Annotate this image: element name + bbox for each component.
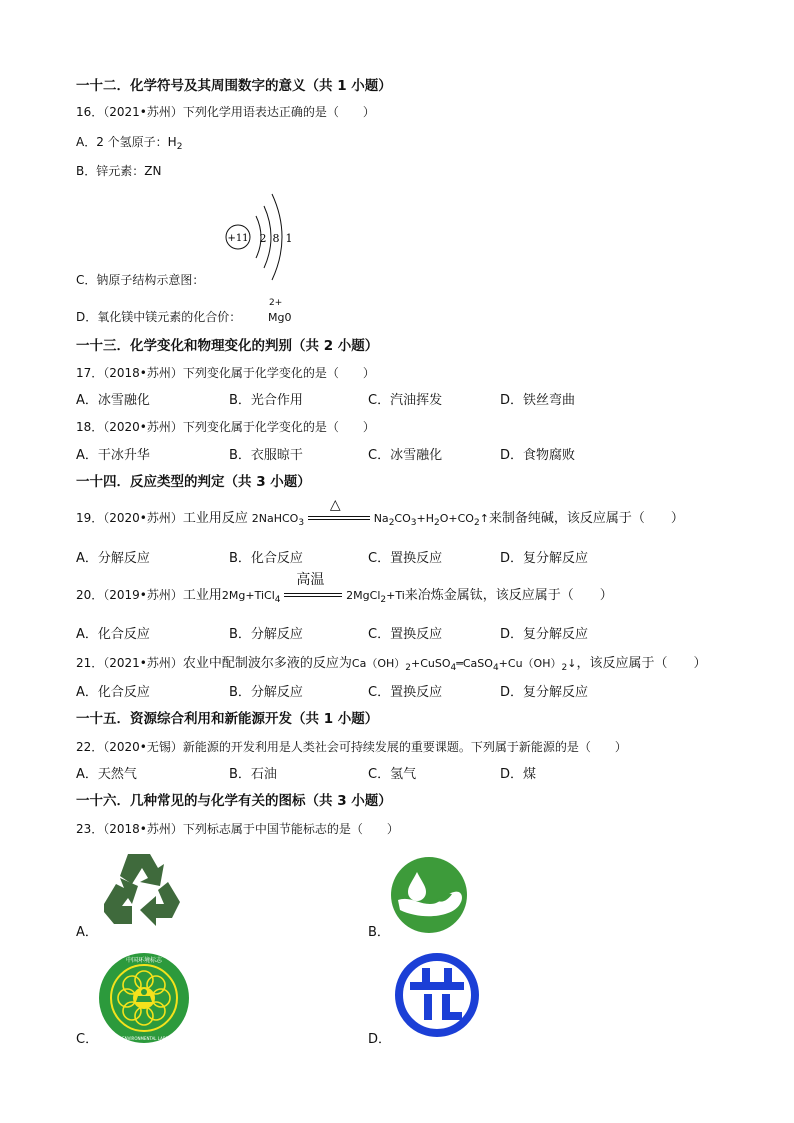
question-21-option-b: B．分解反应 <box>229 685 303 700</box>
question-17-option-a: A．冰雪融化 <box>76 393 150 408</box>
question-22-option-b: B．石油 <box>229 767 277 782</box>
question-22-stem: 22．（2020•无锡）新能源的开发利用是人类社会可持续发展的重要课题。下列属于新能源的是（ ） <box>76 740 627 754</box>
question-18-option-b: B．衣服晾干 <box>229 448 303 463</box>
question-17-option-d: D．铁丝弯曲 <box>500 393 576 408</box>
question-19-stem: 19．（2020•苏州）工业用反应 2NaHCO$_3$ △ $Na_2CO_3+H_2O+CO_2↑$来制备纯碱，该反应属于（ ） <box>76 497 684 528</box>
environmental-label-icon <box>98 952 190 1044</box>
question-23-stem: 23．（2018•苏州）下列标志属于中国节能标志的是（ ） <box>76 822 399 836</box>
water-saving-icon <box>390 856 468 934</box>
section-title-15: 一十五．资源综合利用和新能源开发（共 1 小题） <box>76 711 379 727</box>
recycle-icon <box>98 848 188 934</box>
question-16-stem: 16．（2021•苏州）下列化学用语表达正确的是（ ） <box>76 105 375 119</box>
question-22-option-a: A．天然气 <box>76 767 137 782</box>
question-23-option-d: D． <box>368 1032 392 1047</box>
env-label-en-text: CHINA ENVIRONMENTAL LABELLING <box>108 1036 180 1041</box>
reaction-arrow-20 <box>284 572 342 599</box>
section-title-13: 一十三．化学变化和物理变化的判别（共 2 小题） <box>76 338 379 354</box>
valence-formula: Mg0 <box>268 311 292 324</box>
question-17-option-c: C．汽油挥发 <box>368 393 443 408</box>
question-22-option-c: C．氢气 <box>368 767 417 782</box>
section-title-16: 一十六．几种常见的与化学有关的图标（共 3 小题） <box>76 793 392 809</box>
question-18-option-a: A．干冰升华 <box>76 448 150 463</box>
question-21-option-a: A．化合反应 <box>76 685 150 700</box>
energy-saving-icon <box>394 952 480 1038</box>
question-19-option-b: B．化合反应 <box>229 551 303 566</box>
question-19-option-d: D．复分解反应 <box>500 551 589 566</box>
valence-charge: 2+ <box>269 298 283 308</box>
question-20-stem: 20．（2019•苏州）工业用2Mg+TiCl$_4$ 高温 2MgCl$_2$+Ti来冶炼金属钛，该反应属于（ ） <box>76 572 613 605</box>
question-23-option-b: B． <box>368 925 390 940</box>
atom-shell-3-count: 1 <box>285 232 293 245</box>
question-19-option-a: A．分解反应 <box>76 551 150 566</box>
question-21-option-d: D．复分解反应 <box>500 685 589 700</box>
question-17-option-b: B．光合作用 <box>229 393 303 408</box>
question-17-stem: 17．（2018•苏州）下列变化属于化学变化的是（ ） <box>76 366 375 380</box>
question-16-option-d: D．氧化镁中镁元素的化合价： <box>76 310 242 324</box>
atom-shell-1-count: 2 <box>259 232 267 245</box>
question-19-option-c: C．置换反应 <box>368 551 443 566</box>
env-label-cn-text: 中国环境标志 <box>125 957 163 964</box>
question-20-option-b: B．分解反应 <box>229 627 303 642</box>
question-20-option-a: A．化合反应 <box>76 627 150 642</box>
question-20-option-d: D．复分解反应 <box>500 627 589 642</box>
reaction-arrow-19 <box>308 497 370 522</box>
question-23-option-a: A． <box>76 925 98 940</box>
condition-high-temp: 高温 <box>296 572 325 588</box>
question-22-option-d: D．煤 <box>500 767 537 782</box>
question-16-option-b: B．锌元素：ZN <box>76 164 162 178</box>
question-21-option-c: C．置换反应 <box>368 685 443 700</box>
sodium-atom-diagram <box>218 190 300 282</box>
section-title-12: 一十二．化学符号及其周围数字的意义（共 1 小题） <box>76 78 392 94</box>
atom-nucleus-label: +11 <box>227 233 249 244</box>
question-23-option-c: C． <box>76 1032 99 1047</box>
question-18-option-d: D．食物腐败 <box>500 448 576 463</box>
question-18-option-c: C．冰雪融化 <box>368 448 443 463</box>
question-16-option-c: C．钠原子结构示意图： <box>76 273 205 287</box>
atom-shell-2-count: 8 <box>272 232 280 245</box>
condition-heat: △ <box>329 497 341 513</box>
question-21-stem: 21．（2021•苏州）农业中配制波尔多液的反应为$Ca(OH)_2+CuSO_4═CaSO_4+Cu(OH)_2↓$，该反应属于（ ） <box>76 656 707 673</box>
question-16-option-a: A．2 个氢原子：$H_2$ <box>76 135 183 152</box>
question-18-stem: 18．（2020•苏州）下列变化属于化学变化的是（ ） <box>76 420 375 434</box>
question-20-option-c: C．置换反应 <box>368 627 443 642</box>
section-title-14: 一十四．反应类型的判定（共 3 小题） <box>76 474 311 490</box>
